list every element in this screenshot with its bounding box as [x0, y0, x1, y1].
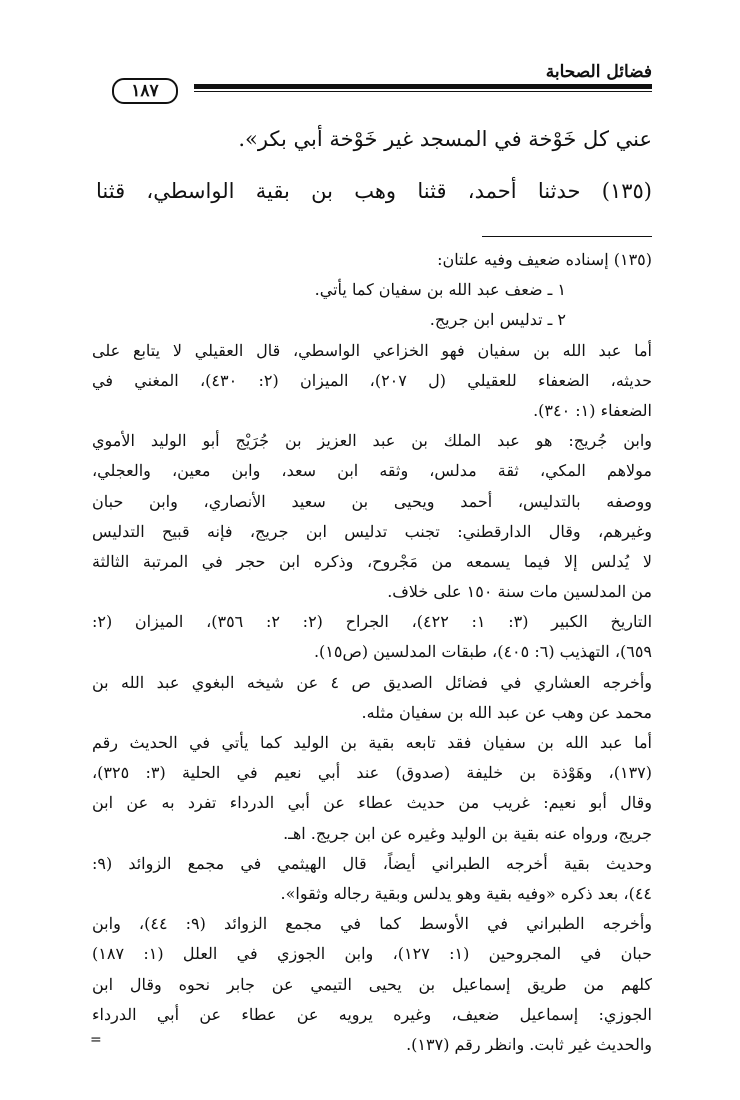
footnote-line: وابن جُريج: هو عبد الملك بن عبد العزيز بن جُرَيْج أبو الوليد الأموي: [92, 431, 652, 451]
page-title: فضائل الصحابة: [545, 62, 652, 82]
footnote-line: ٤٤)، بعد ذكره «وفيه بقية وهو يدلس وبقية رجاله وثقوا».: [280, 883, 652, 903]
footnote-line: وأخرجه العشاري في فضائل الصديق ص ٤ عن شيخه البغوي عبد الله بن: [92, 672, 652, 692]
margin-mark: =: [90, 1032, 102, 1048]
footnote-line: التاريخ الكبير (٣: ١: ٤٢٢)، الجراح (٢: ٢: ٣٥٦)، الميزان (٢:: [92, 612, 652, 632]
footnote-line: كلهم من طريق إسماعيل بن يحيى التيمي عن جابر نحوه وقال ابن: [92, 974, 652, 994]
footnote-line: محمد عن وهب عن عبد الله بن سفيان مثله.: [361, 702, 652, 722]
footnote-separator: [482, 236, 652, 237]
footnote-line: ١ ـ ضعف عبد الله بن سفيان كما يأتي.: [314, 280, 566, 300]
footnote-line: وحديث بقية أخرجه الطبراني أيضاً، قال الهيثمي في مجمع الزوائد (٩:: [92, 853, 652, 873]
footnote-line: ٦٥٩)، التهذيب (٦: ٤٠٥)، طبقات المدلسين (ص١٥).: [313, 642, 652, 662]
footnote-line: (١٣٧)، وهَوْذة بن خليفة (صدوق) عند أبي نعيم في الحلية (٣: ٣٢٥)،: [92, 763, 652, 783]
footnote-line: أما عبد الله بن سفيان فهو الخزاعي الواسطي، قال العقيلي لا يتابع على: [92, 340, 652, 360]
footnote-line: وقال أبو نعيم: غريب من حديث عطاء عن أبي الدرداء تفرد به عن ابن: [92, 793, 652, 813]
footnote-line: ووصفه بالتدليس، أحمد ويحيى بن سعيد الأنصاري، وابن حبان: [92, 491, 652, 511]
footnote-line: حبان في المجروحين (١: ١٢٧)، وابن الجوزي في العلل (١: ١٨٧): [92, 944, 652, 964]
footnote-line: (١٣٥) إسناده ضعيف وفيه علتان:: [437, 250, 652, 269]
footnote-line: والحديث غير ثابت. وانظر رقم (١٣٧).: [406, 1034, 652, 1054]
footnote-line: وأخرجه الطبراني في الأوسط كما في مجمع الزوائد (٩: ٤٤)، وابن: [92, 914, 652, 934]
header-rule: [194, 84, 652, 92]
footnotes: [92, 245, 652, 1060]
footnote-line: حديثه، الضعفاء للعقيلي (ل ٢٠٧)، الميزان (٢: ٤٣٠)، المغني في: [92, 370, 652, 390]
main-text-line: (١٣٥) حدثنا أحمد، قثنا وهب بن بقية الواسطي، قثنا: [96, 179, 652, 203]
footnote-line: لا يُدلس إلا فيما يسمعه من مَجْروح، وذكره ابن حجر في المرتبة الثالثة: [92, 551, 652, 571]
footnote-line: جريج، ورواه عنه بقية بن الوليد وغيره عن ابن جريج. اهـ.: [283, 823, 652, 843]
footnote-line: مولاهم المكي، ثقة مدلس، وثقه ابن سعد، وابن معين، والعجلي،: [92, 461, 652, 481]
main-text-line: عني كل خَوْخة في المسجد غير خَوْخة أبي بكر».: [238, 127, 652, 151]
page-number: ١٨٧: [112, 78, 178, 104]
footnote-line: وغيرهم، وقال الدارقطني: تجنب تدليس ابن جريج، فإنه قبيح التدليس: [92, 521, 652, 541]
footnote-line: من المدلسين مات سنة ١٥٠ على خلاف.: [387, 582, 652, 602]
footnote-line: ٢ ـ تدليس ابن جريج.: [429, 310, 566, 330]
footnote-line: أما عبد الله بن سفيان فقد تابعه بقية بن الوليد كما يأتي في الحديث رقم: [92, 733, 652, 752]
footnote-line: الجوزي: إسماعيل ضعيف، وغيره يرويه عن عطاء عن أبي الدرداء: [92, 1004, 652, 1024]
footnote-line: الضعفاء (١: ٣٤٠).: [533, 400, 652, 420]
